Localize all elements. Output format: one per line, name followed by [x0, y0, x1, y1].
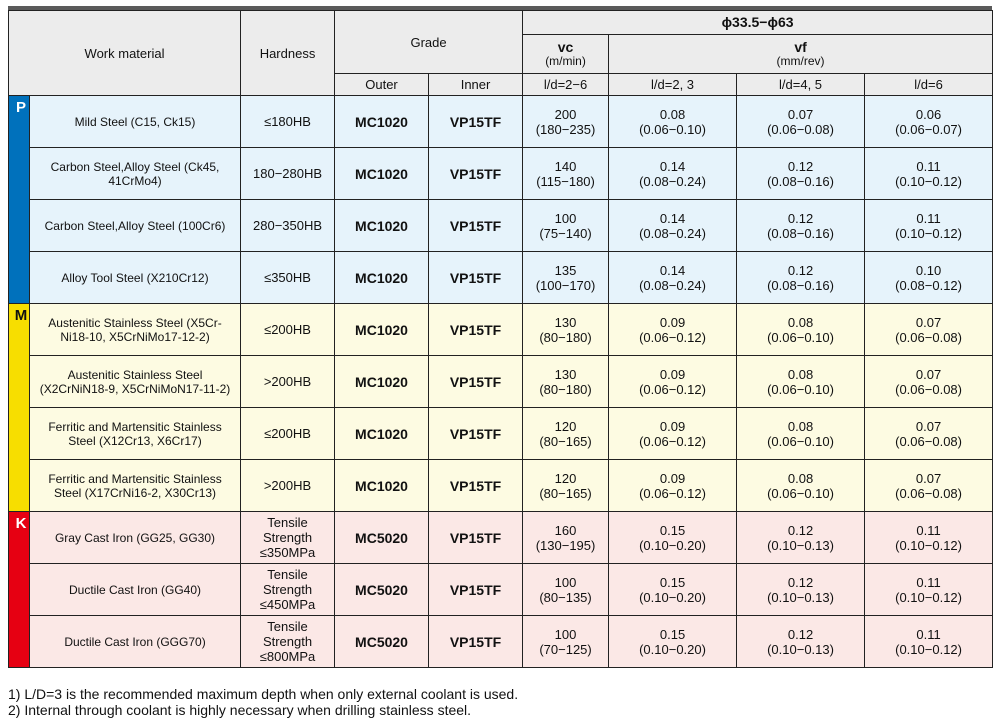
header-vc-label: vc [557, 39, 574, 55]
vc-range: (80−165) [539, 433, 592, 449]
vf-range: (0.06−0.08) [895, 329, 962, 345]
header-vc [523, 35, 609, 74]
vc-range: (100−170) [535, 277, 596, 293]
vc-value: 100 [554, 574, 577, 590]
vf-range: (0.06−0.07) [895, 121, 962, 137]
vf-value: 0.07 [915, 418, 942, 434]
vf-range: (0.08−0.16) [767, 277, 834, 293]
cutting-conditions-table-container [8, 10, 992, 668]
header-vf-ld-1: l/d=2, 3 [609, 74, 737, 96]
vc-value: 130 [554, 366, 577, 382]
work-material-cell: Ferritic and Martensitic Stainless Steel (X12Cr13, X6Cr17) [30, 408, 241, 460]
vf-cell-1 [609, 512, 737, 564]
vf-cell-1 [609, 408, 737, 460]
hardness-cell: 280−350HB [241, 200, 335, 252]
material-class-label: K [15, 515, 27, 532]
vf-cell-2 [737, 96, 865, 148]
hardness-cell: >200HB [241, 460, 335, 512]
vf-value: 0.14 [659, 158, 686, 174]
vf-range: (0.06−0.08) [895, 381, 962, 397]
vf-range: (0.10−0.20) [639, 537, 706, 553]
vf-value: 0.07 [787, 106, 814, 122]
table-row [9, 564, 993, 616]
vf-range: (0.08−0.12) [895, 277, 962, 293]
vc-range: (130−195) [535, 537, 596, 553]
vc-range: (75−140) [539, 225, 592, 241]
grade-outer-cell: MC1020 [335, 408, 429, 460]
vc-range: (80−180) [539, 381, 592, 397]
work-material-cell: Alloy Tool Steel (X210Cr12) [30, 252, 241, 304]
vf-range: (0.10−0.12) [895, 589, 962, 605]
vf-cell-1 [609, 148, 737, 200]
vf-cell-3 [865, 460, 993, 512]
vf-cell-2 [737, 200, 865, 252]
vf-cell-2 [737, 564, 865, 616]
vf-cell-3 [865, 408, 993, 460]
header-vf-unit: (mm/rev) [776, 54, 825, 68]
grade-outer-cell: MC1020 [335, 356, 429, 408]
cutting-conditions-table [8, 10, 993, 668]
grade-inner-cell: VP15TF [429, 96, 523, 148]
vf-cell-3 [865, 200, 993, 252]
grade-inner-cell: VP15TF [429, 512, 523, 564]
vf-range: (0.06−0.12) [639, 381, 706, 397]
hardness-cell: Tensile Strength ≤450MPa [241, 564, 335, 616]
vf-value: 0.08 [787, 314, 814, 330]
vc-value: 120 [554, 418, 577, 434]
vf-range: (0.06−0.08) [895, 485, 962, 501]
vf-value: 0.15 [659, 574, 686, 590]
table-header [9, 11, 993, 96]
grade-outer-cell: MC5020 [335, 512, 429, 564]
work-material-cell: Ductile Cast Iron (GGG70) [30, 616, 241, 668]
work-material-cell: Austenitic Stainless Steel (X2CrNiN18-9, X5CrNiMoN17-11-2) [30, 356, 241, 408]
vc-cell [523, 356, 609, 408]
vf-range: (0.06−0.10) [767, 381, 834, 397]
vf-value: 0.14 [659, 210, 686, 226]
vc-value: 120 [554, 470, 577, 486]
vc-value: 140 [554, 158, 577, 174]
hardness-cell: 180−280HB [241, 148, 335, 200]
hardness-cell: ≤180HB [241, 96, 335, 148]
vf-range: (0.06−0.10) [767, 433, 834, 449]
material-class-badge [9, 96, 30, 304]
grade-outer-cell: MC1020 [335, 200, 429, 252]
hardness-cell: ≤200HB [241, 408, 335, 460]
vc-value: 200 [554, 106, 577, 122]
hardness-cell: Tensile Strength ≤800MPa [241, 616, 335, 668]
table-body [9, 96, 993, 668]
grade-outer-cell: MC1020 [335, 252, 429, 304]
vf-value: 0.09 [659, 418, 686, 434]
footnote-2: 2) Internal through coolant is highly necessary when drilling stainless steel. [8, 702, 472, 718]
vc-cell [523, 460, 609, 512]
grade-inner-cell: VP15TF [429, 564, 523, 616]
vf-range: (0.06−0.10) [639, 121, 706, 137]
work-material-cell: Carbon Steel,Alloy Steel (Ck45, 41CrMo4) [30, 148, 241, 200]
vf-value: 0.12 [787, 262, 814, 278]
vf-value: 0.08 [659, 106, 686, 122]
hardness-cell: ≤350HB [241, 252, 335, 304]
table-row [9, 460, 993, 512]
vf-cell-1 [609, 96, 737, 148]
grade-outer-cell: MC5020 [335, 616, 429, 668]
table-row [9, 616, 993, 668]
header-hardness: Hardness [241, 11, 335, 96]
vf-value: 0.07 [915, 366, 942, 382]
vc-value: 100 [554, 210, 577, 226]
vf-value: 0.06 [915, 106, 942, 122]
vf-cell-2 [737, 512, 865, 564]
vf-value: 0.11 [916, 522, 941, 538]
vf-range: (0.10−0.20) [639, 641, 706, 657]
vf-value: 0.12 [787, 574, 814, 590]
table-row [9, 148, 993, 200]
vf-cell-1 [609, 616, 737, 668]
vf-cell-3 [865, 564, 993, 616]
header-vf-ld-2: l/d=4, 5 [737, 74, 865, 96]
vf-cell-1 [609, 356, 737, 408]
vc-cell [523, 96, 609, 148]
vf-cell-2 [737, 252, 865, 304]
vf-value: 0.09 [659, 366, 686, 382]
vc-range: (115−180) [536, 173, 595, 189]
vc-cell [523, 512, 609, 564]
table-row [9, 252, 993, 304]
table-row [9, 512, 993, 564]
vf-range: (0.06−0.12) [639, 329, 706, 345]
material-class-badge [9, 512, 30, 668]
vc-cell [523, 304, 609, 356]
vf-cell-2 [737, 616, 865, 668]
vf-range: (0.08−0.24) [639, 173, 706, 189]
vf-range: (0.10−0.13) [767, 537, 834, 553]
vf-range: (0.08−0.24) [639, 277, 706, 293]
vf-value: 0.09 [659, 314, 686, 330]
vf-cell-1 [609, 304, 737, 356]
table-row [9, 96, 993, 148]
vf-range: (0.08−0.24) [639, 225, 706, 241]
grade-inner-cell: VP15TF [429, 148, 523, 200]
table-row [9, 356, 993, 408]
header-vc-unit: (m/min) [545, 54, 586, 68]
vf-cell-1 [609, 252, 737, 304]
vf-cell-1 [609, 564, 737, 616]
vc-range: (70−125) [539, 641, 592, 657]
vc-cell [523, 564, 609, 616]
vf-value: 0.07 [915, 314, 942, 330]
hardness-cell: ≤200HB [241, 304, 335, 356]
vf-range: (0.06−0.12) [639, 485, 706, 501]
vf-range: (0.10−0.12) [895, 537, 962, 553]
vf-cell-3 [865, 616, 993, 668]
vf-value: 0.08 [787, 366, 814, 382]
vf-range: (0.08−0.16) [767, 225, 834, 241]
vc-cell [523, 616, 609, 668]
header-vc-ld: l/d=2−6 [523, 74, 609, 96]
grade-inner-cell: VP15TF [429, 200, 523, 252]
vc-value: 135 [554, 262, 577, 278]
vf-cell-2 [737, 408, 865, 460]
vc-cell [523, 148, 609, 200]
vf-range: (0.10−0.13) [767, 589, 834, 605]
material-class-label: P [15, 99, 26, 116]
hardness-cell: Tensile Strength ≤350MPa [241, 512, 335, 564]
vf-range: (0.10−0.12) [895, 173, 962, 189]
vc-value: 100 [554, 626, 577, 642]
vc-range: (80−135) [539, 589, 592, 605]
vf-value: 0.11 [916, 210, 941, 226]
vc-value: 160 [554, 522, 577, 538]
table-row [9, 200, 993, 252]
vf-range: (0.10−0.13) [767, 641, 834, 657]
vf-range: (0.08−0.16) [767, 173, 834, 189]
vc-cell [523, 252, 609, 304]
vf-range: (0.06−0.10) [767, 485, 834, 501]
vf-value: 0.08 [787, 418, 814, 434]
vf-cell-3 [865, 304, 993, 356]
vf-range: (0.10−0.20) [639, 589, 706, 605]
work-material-cell: Ductile Cast Iron (GG40) [30, 564, 241, 616]
work-material-cell: Gray Cast Iron (GG25, GG30) [30, 512, 241, 564]
table-row [9, 408, 993, 460]
vf-range: (0.06−0.10) [767, 329, 834, 345]
vf-cell-3 [865, 148, 993, 200]
work-material-cell: Austenitic Stainless Steel (X5Cr-Ni18-10, X5CrNiMo17-12-2) [30, 304, 241, 356]
header-work-material: Work material [9, 11, 241, 96]
vc-range: (80−180) [539, 329, 592, 345]
grade-outer-cell: MC1020 [335, 96, 429, 148]
grade-inner-cell: VP15TF [429, 304, 523, 356]
vf-range: (0.06−0.12) [639, 433, 706, 449]
vf-value: 0.09 [659, 470, 686, 486]
vf-cell-3 [865, 512, 993, 564]
vf-range: (0.06−0.08) [895, 433, 962, 449]
vf-value: 0.07 [915, 470, 942, 486]
header-grade-inner: Inner [429, 74, 523, 96]
grade-outer-cell: MC1020 [335, 148, 429, 200]
header-vf-label: vf [794, 39, 807, 55]
header-diameter-range: ϕ33.5−ϕ63 [523, 11, 993, 35]
vf-cell-3 [865, 356, 993, 408]
work-material-cell: Carbon Steel,Alloy Steel (100Cr6) [30, 200, 241, 252]
vc-range: (80−165) [539, 485, 592, 501]
grade-inner-cell: VP15TF [429, 460, 523, 512]
vf-value: 0.11 [916, 574, 941, 590]
vf-value: 0.11 [916, 626, 941, 642]
vf-value: 0.12 [787, 210, 814, 226]
vf-cell-1 [609, 460, 737, 512]
hardness-cell: >200HB [241, 356, 335, 408]
vc-range: (180−235) [535, 121, 596, 137]
header-vf-ld-3: l/d=6 [865, 74, 993, 96]
vf-cell-2 [737, 304, 865, 356]
vf-value: 0.12 [787, 626, 814, 642]
grade-outer-cell: MC5020 [335, 564, 429, 616]
grade-inner-cell: VP15TF [429, 616, 523, 668]
vf-range: (0.06−0.08) [767, 121, 834, 137]
grade-inner-cell: VP15TF [429, 252, 523, 304]
header-vf [609, 35, 993, 74]
vf-value: 0.11 [916, 158, 941, 174]
vf-cell-2 [737, 460, 865, 512]
vf-value: 0.14 [659, 262, 686, 278]
vc-cell [523, 408, 609, 460]
grade-outer-cell: MC1020 [335, 460, 429, 512]
vf-value: 0.12 [787, 522, 814, 538]
work-material-cell: Mild Steel (C15, Ck15) [30, 96, 241, 148]
vf-cell-1 [609, 200, 737, 252]
vc-cell [523, 200, 609, 252]
vf-cell-2 [737, 356, 865, 408]
header-grade: Grade [335, 11, 523, 74]
vf-cell-3 [865, 252, 993, 304]
vf-range: (0.10−0.12) [895, 225, 962, 241]
vf-value: 0.12 [787, 158, 814, 174]
material-class-badge [9, 304, 30, 512]
material-class-label: M [14, 307, 28, 324]
grade-inner-cell: VP15TF [429, 356, 523, 408]
vf-value: 0.08 [787, 470, 814, 486]
vf-cell-2 [737, 148, 865, 200]
footnote-1: 1) L/D=3 is the recommended maximum depth when only external coolant is used. [8, 686, 519, 702]
header-grade-outer: Outer [335, 74, 429, 96]
footnotes [8, 686, 518, 718]
vf-value: 0.10 [915, 262, 942, 278]
grade-inner-cell: VP15TF [429, 408, 523, 460]
vc-value: 130 [554, 314, 577, 330]
table-row [9, 304, 993, 356]
vf-value: 0.15 [659, 626, 686, 642]
vf-range: (0.10−0.12) [895, 641, 962, 657]
grade-outer-cell: MC1020 [335, 304, 429, 356]
vf-cell-3 [865, 96, 993, 148]
vf-value: 0.15 [659, 522, 686, 538]
work-material-cell: Ferritic and Martensitic Stainless Steel (X17CrNi16-2, X30Cr13) [30, 460, 241, 512]
